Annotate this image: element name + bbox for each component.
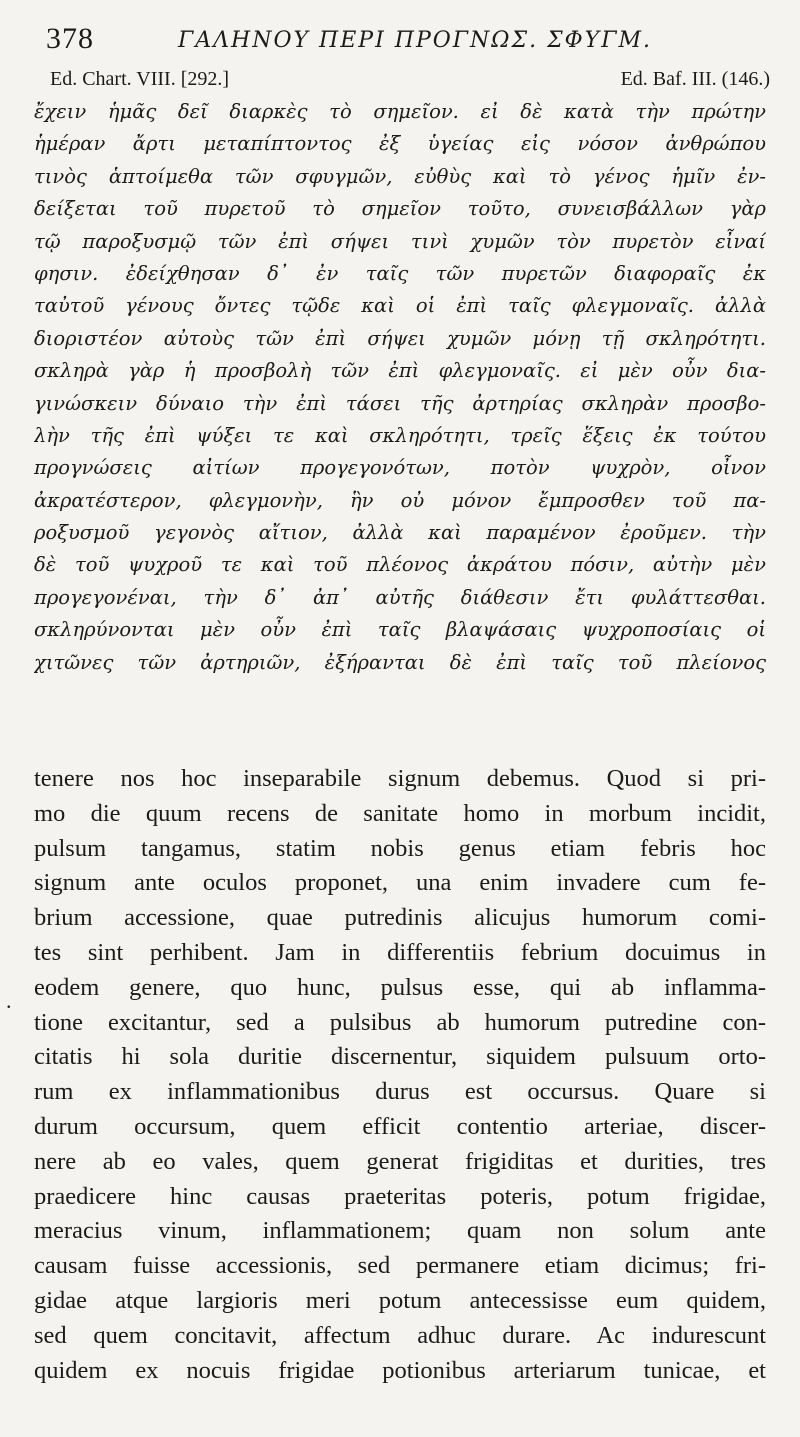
text-line: quidem ex nocuis frigidae potionibus arteriarum tunicae, et (34, 1356, 766, 1384)
text-line: causam fuisse accessionis, sed permanere etiam dicimus; fri- (34, 1252, 766, 1280)
text-line: meracius vinum, inflammationem; quam non solum ante (34, 1217, 766, 1245)
text-line: διοριστέον αὐτοὺς τῶν ἐπὶ σήψει χυμῶν μόνῃ τῇ σκληρότητι. (34, 326, 766, 350)
text-line: tenere nos hoc inseparabile signum debemus. Quod si pri- (34, 765, 766, 792)
text-line: praedicere hinc causas praeteritas poteris, potum frigidae, (34, 1182, 766, 1210)
text-line: pulsum tangamus, statim nobis genus etiam febris hoc (34, 834, 766, 862)
text-line: signum ante oculos proponet, una enim invadere cum fe- (34, 869, 766, 897)
text-line: tes sint perhibent. Jam in differentiis febrium docuimus in (34, 938, 766, 966)
page-number: 378 (46, 22, 94, 55)
text-line: προγνώσεις αἰτίων προγεγονότων, ποτὸν ψυχρὸν, οἶνον (34, 456, 766, 480)
text-line: tione excitantur, sed a pulsibus ab humorum putredine con- (34, 1008, 766, 1036)
text-line: durum occursum, quem efficit contentio arteriae, discer- (34, 1112, 766, 1140)
text-line: τινὸς ἁπτοίμεθα τῶν σφυγμῶν, εὐθὺς καὶ τὸ γένος ἡμῖν ἐν- (34, 164, 766, 188)
latin-text-block (34, 762, 766, 1388)
page-header (28, 22, 772, 62)
text-line: σκληρὰ γὰρ ἡ προσβολὴ τῶν ἐπὶ φλεγμοναῖς. εἰ μὲν οὖν δια- (34, 359, 766, 383)
text-line: δὲ τοῦ ψυχροῦ τε καὶ τοῦ πλέονος ἀκράτου πόσιν, αὐτὴν μὲν (34, 553, 766, 577)
text-line: nere ab eo vales, quem generat frigiditas et durities, tres (34, 1147, 766, 1175)
text-line: mo die quum recens de sanitate homo in morbum incidit, (34, 799, 766, 827)
text-line: γινώσκειν δύναιο τὴν ἐπὶ τάσει τῆς ἀρτηρίας σκληρὰν προσβο- (34, 391, 766, 415)
edition-basel-ref: Ed. Baf. III. (146.) (620, 68, 770, 90)
text-line: σκληρύνονται μὲν οὖν ἐπὶ ταῖς βλαψάσαις ψυχροποσίαις οἱ (34, 618, 766, 642)
text-line: ἡμέραν ἄρτι μεταπίπτοντος ἐξ ὑγείας εἰς νόσον ἀνθρώπου (34, 132, 766, 156)
text-line: brium accessione, quae putredinis alicujus humorum comi- (34, 904, 766, 932)
text-line: φησιν. ἐδείχθησαν δ᾽ ἐν ταῖς τῶν πυρετῶν διαφοραῖς ἐκ (34, 261, 766, 285)
edition-references (50, 68, 770, 94)
text-line: citatis hi sola duritie discernentur, siquidem pulsuum orto- (34, 1043, 766, 1071)
text-line: sed quem concitavit, affectum adhuc durare. Ac indurescunt (34, 1321, 766, 1349)
text-line: ταὐτοῦ γένους ὄντες τῷδε καὶ οἱ ἐπὶ ταῖς φλεγμοναῖς. ἀλλὰ (34, 294, 766, 318)
text-line: λὴν τῆς ἐπὶ ψύξει τε καὶ σκληρότητι, τρεῖς ἕξεις ἐκ τούτου (34, 423, 766, 447)
text-line: τῷ παροξυσμῷ τῶν ἐπὶ σήψει τινὶ χυμῶν τὸν πυρετὸν εἶναί (34, 229, 766, 253)
text-line: προγεγονέναι, τὴν δ᾽ ἀπ᾽ αὐτῆς διάθεσιν ἔτι φυλάττεσθαι. (34, 585, 766, 609)
text-line: ροξυσμοῦ γεγονὸς αἴτιον, ἀλλὰ καὶ παραμένον ἐροῦμεν. τὴν (34, 521, 766, 545)
edition-chart-ref: Ed. Chart. VIII. [292.] (50, 68, 230, 90)
text-line: eodem genere, quo hunc, pulsus esse, qui ab inflamma- (34, 973, 766, 1001)
text-line: rum ex inflammationibus durus est occursus. Quare si (34, 1078, 766, 1106)
greek-text-block (34, 96, 766, 679)
margin-mark: . (6, 988, 12, 1013)
running-title: ΓΑΛΗΝΟΥ ΠΕΡΙ ΠΡΟΓΝΩΣ. ΣΦΥΓΜ. (178, 28, 652, 53)
text-line: ἔχειν ἡμᾶς δεῖ διαρκὲς τὸ σημεῖον. εἰ δὲ κατὰ τὴν πρώτην (34, 100, 766, 123)
text-line: gidae atque largioris meri potum antecessisse eum quidem, (34, 1286, 766, 1314)
text-line: χιτῶνες τῶν ἀρτηριῶν, ἐξήρανται δὲ ἐπὶ ταῖς τοῦ πλείονος (34, 650, 766, 674)
text-line: δείξεται τοῦ πυρετοῦ τὸ σημεῖον τοῦτο, συνεισβάλλων γὰρ (34, 197, 766, 221)
text-line: ἀκρατέστερον, φλεγμονὴν, ἣν οὐ μόνον ἔμπροσθεν τοῦ πα- (34, 488, 766, 512)
